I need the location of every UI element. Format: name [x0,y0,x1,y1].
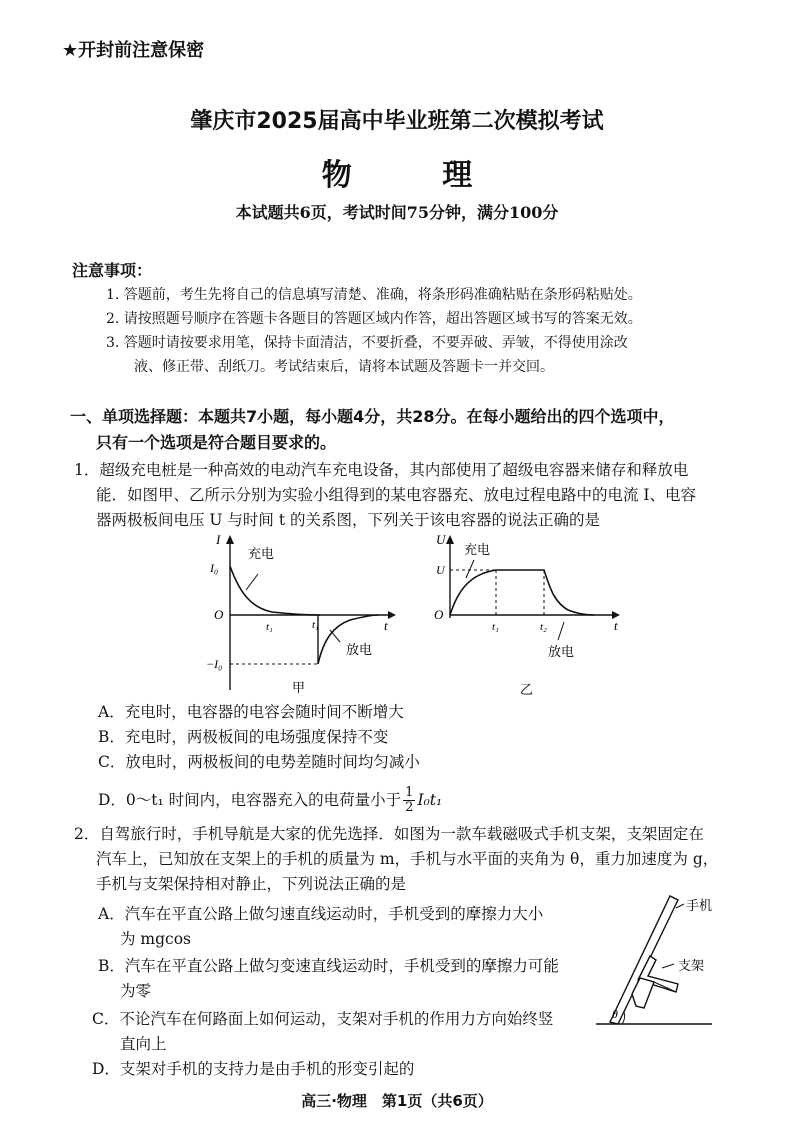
q2-option-d[interactable]: D．支架对手机的支持力是由手机的形变引起的 [92,1060,415,1078]
yi-t2-label: t₂ [540,621,547,633]
q2-option-a[interactable] [98,902,588,952]
q2-option-b[interactable] [98,954,588,1004]
jia-caption: 甲 [292,680,306,695]
yi-caption: 乙 [520,682,534,697]
holder-label: 支架 [678,958,705,973]
yi-y-arrow [446,535,454,544]
q1-line1: 1．超级充电桩是一种高效的电动汽车充电设备，其内部使用了超级电容器来储存和释放电 [74,461,689,479]
confidential-notice: ★开封前注意保密 [62,40,205,61]
q2-option-a-line2: 为 mgcos [120,930,192,948]
question-2 [74,822,754,897]
jia-x-arrow [388,611,396,619]
section-heading [70,404,730,456]
phone-pointer [676,904,684,908]
angle-label: θ [612,1007,618,1021]
q1-option-d-tail: I₀t₁ [417,791,443,809]
q2-line1: 2．自驾旅行时，手机导航是大家的优先选择．如图为一款车载磁吸式手机支架，支架固定在 [74,825,704,843]
jia-neg-i0-label: −I₀ [206,657,223,671]
yi-charge-label: 充电 [464,542,491,557]
q2-option-c-line2: 直向上 [120,1035,167,1053]
section-heading-line1: 一、单项选择题：本题共7小题，每小题4分，共28分。在每小题给出的四个选项中， [70,407,675,426]
jia-x-label: t [384,618,388,633]
exam-info: 本试题共6页，考试时间75分钟，满分100分 [235,203,559,222]
q2-option-b-line1: B．汽车在平直公路上做匀变速直线运动时，手机受到的摩擦力可能 [98,957,559,975]
notice-item-3-cont: 液、修正带、刮纸刀。考试结束后，请将本试题及答题卡一并交回。 [134,359,554,375]
yi-discharge-label: 放电 [548,644,575,659]
q1-option-b[interactable]: B．充电时，两极板间的电场强度保持不变 [98,728,389,746]
section-heading-line2: 只有一个选项是符合题目要求的。 [96,433,337,452]
jia-charge-pointer [246,574,258,590]
jia-charge-label: 充电 [248,546,275,561]
q1-line3: 器两极板间电压 U 与时间 t 的关系图，下列关于该电容器的说法正确的是 [96,511,601,529]
notice-item-3: 3. 答题时请按要求用笔，保持卡面清洁，不要折叠，不要弄破、弄皱，不得使用涂改 [106,335,628,351]
holder-pointer [662,964,674,968]
jia-t1b-label: t₁ [312,619,319,631]
q2-option-a-line1: A．汽车在平直公路上做匀速直线运动时，手机受到的摩擦力大小 [98,905,544,923]
yi-origin: O [434,607,444,622]
q2-option-c[interactable] [92,1007,592,1057]
jia-y-arrow [226,535,234,544]
q2-option-c-line1: C．不论汽车在何路面上如何运动，支架对手机的作用力方向始终竖 [92,1010,554,1028]
notice-title: 注意事项： [72,261,153,280]
figure-jia [200,530,400,700]
jia-discharge-label: 放电 [346,642,373,657]
fraction-numerator: 1 [405,785,414,800]
jia-i0-label: I₀ [210,561,219,575]
page-footer: 高三·物理 第1页（共6页） [301,1092,493,1110]
yi-y-label: U [436,532,446,547]
q1-option-d-fraction [403,786,415,815]
q1-line2: 能．如图甲、乙所示分别为实验小组得到的某电容器充、放电过程电路中的电流 I、电容 [96,486,697,504]
yi-t1-label: t₁ [492,621,499,633]
exam-title: 肇庆市2025届高中毕业班第二次模拟考试 [190,109,604,134]
jia-discharge-pointer [330,630,340,642]
yi-x-label: t [614,618,618,633]
yi-charge-pointer [466,560,474,578]
figure-phone-holder [592,894,742,1029]
notice-item-1: 1. 答题前，考生先将自己的信息填写清楚、准确，将条形码准确粘贴在条形码粘贴处。 [106,287,642,303]
fraction-denominator: 2 [405,800,414,815]
q2-option-b-line2: 为零 [120,982,152,1000]
q2-line3: 手机与支架保持相对静止，下列说法正确的是 [96,875,407,893]
yi-u-label: U [436,563,445,577]
jia-t1-label: t₁ [266,621,273,633]
question-1 [74,458,754,533]
q2-line2: 汽车上，已知放在支架上的手机的质量为 m，手机与水平面的夹角为 θ，重力加速度为 g， [96,850,719,868]
phone-label: 手机 [686,898,713,913]
q1-option-d-text: D．0～t₁ 时间内，电容器充入的电荷量小于 [98,791,402,809]
jia-charge-curve [230,566,320,615]
jia-origin: O [214,607,224,622]
q1-option-d[interactable] [98,786,442,815]
yi-discharge-pointer [558,622,564,640]
subject-title: 物 理 [321,158,513,193]
q1-option-a[interactable]: A．充电时，电容器的电容会随时间不断增大 [98,703,404,721]
notice-item-2: 2. 请按照题号顺序在答题卡各题目的答题区域内作答，超出答题区域书写的答案无效。 [106,311,642,327]
yi-curve [450,570,594,615]
figure-yi [426,530,626,700]
jia-y-label: I [216,532,221,547]
q1-option-c[interactable]: C．放电时，两极板间的电势差随时间均匀减小 [98,753,420,771]
